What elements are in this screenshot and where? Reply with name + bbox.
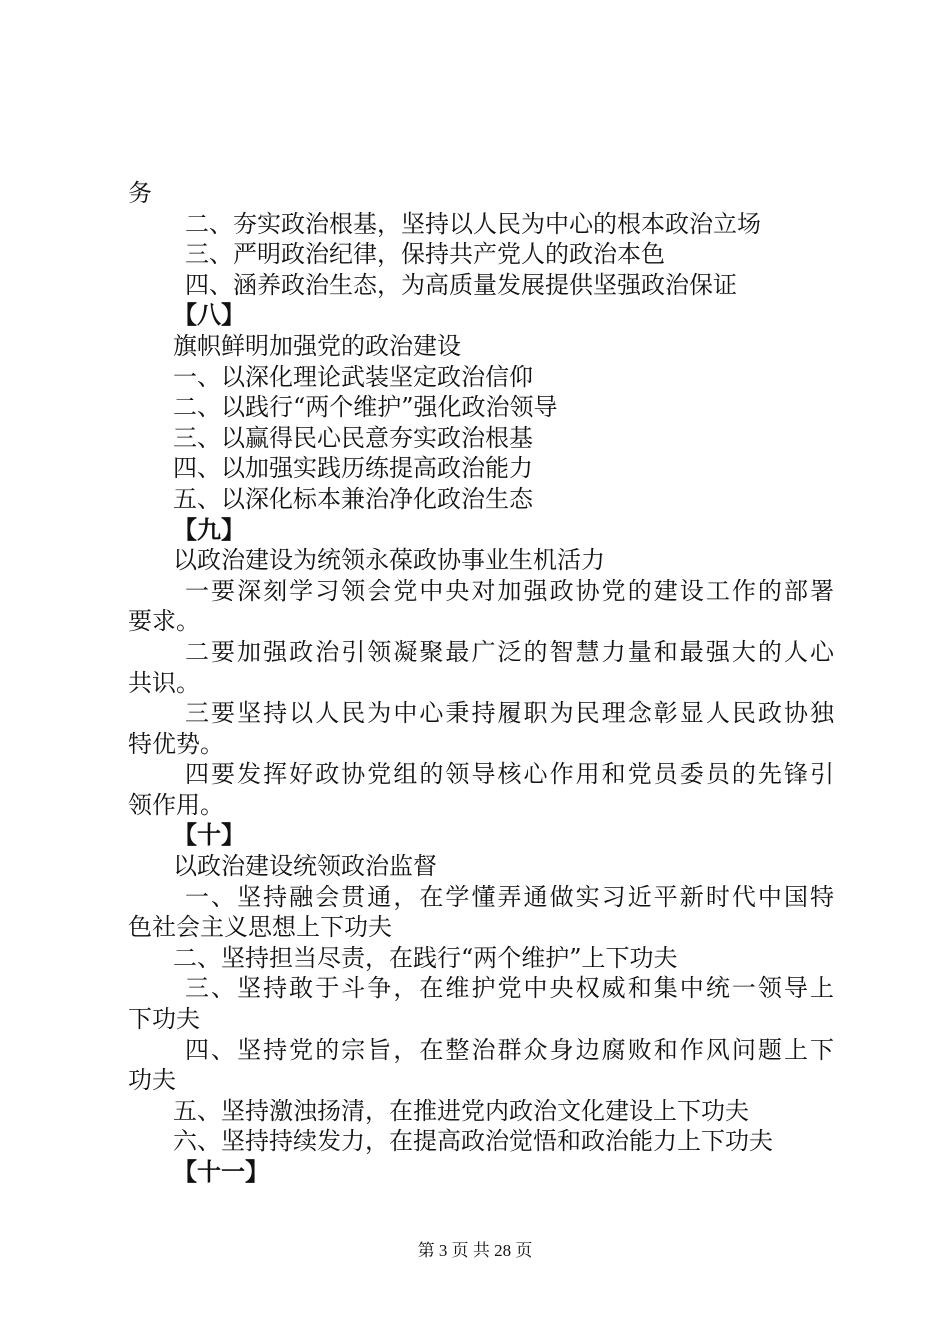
text-line: 五、以深化标本兼治净化政治生态 xyxy=(173,484,533,513)
text-line: 三、严明政治纪律，保持共产党人的政治本色 xyxy=(185,240,665,269)
text-line: 一、以深化理论武装坚定政治信仰 xyxy=(173,362,533,391)
section-heading: 【九】 xyxy=(173,514,245,544)
text-line: 功夫 xyxy=(128,1066,176,1095)
section-heading: 【八】 xyxy=(173,300,245,330)
text-line: 二要加强政治引领凝聚最广泛的智慧力量和最强大的人心 xyxy=(185,637,834,666)
text-line: 四要发挥好政协党组的领导核心作用和党员委员的先锋引 xyxy=(185,760,834,789)
text-line: 四、坚持党的宗旨，在整治群众身边腐败和作风问题上下 xyxy=(185,1035,834,1064)
text-line: 六、坚持持续发力，在提高政治觉悟和政治能力上下功夫 xyxy=(173,1127,773,1156)
section-heading: 【十一】 xyxy=(173,1157,269,1186)
text-line: 一要深刻学习领会党中央对加强政协党的建设工作的部署 xyxy=(185,576,834,605)
text-line: 特优势。 xyxy=(128,729,224,758)
section-title: 旗帜鲜明加强党的政治建设 xyxy=(173,331,461,360)
text-line: 色社会主义思想上下功夫 xyxy=(128,913,392,942)
page-footer: 第 3 页 共 28 页 xyxy=(417,1241,533,1260)
text-line: 要求。 xyxy=(128,607,200,636)
section-title: 以政治建设统领政治监督 xyxy=(173,852,437,881)
text-line: 二、夯实政治根基，坚持以人民为中心的根本政治立场 xyxy=(185,209,761,238)
text-line: 五、坚持激浊扬清，在推进党内政治文化建设上下功夫 xyxy=(173,1096,749,1125)
text-line: 三、以赢得民心民意夯实政治根基 xyxy=(173,423,533,452)
text-line: 三要坚持以人民为中心秉持履职为民理念彰显人民政协独 xyxy=(185,699,834,728)
text-line: 二、以践行“两个维护”强化政治领导 xyxy=(173,393,558,422)
text-line: 一、坚持融会贯通，在学懂弄通做实习近平新时代中国特 xyxy=(185,882,834,911)
section-heading: 【十】 xyxy=(173,820,245,850)
text-line: 共识。 xyxy=(128,668,200,697)
document-body xyxy=(128,178,834,1188)
text-line: 三、坚持敢于斗争，在维护党中央权威和集中统一领导上 xyxy=(185,974,834,1003)
text-line: 务 xyxy=(128,179,152,207)
text-line: 领作用。 xyxy=(128,790,224,819)
section-title: 以政治建设为统领永葆政协事业生机活力 xyxy=(173,546,605,575)
text-line: 下功夫 xyxy=(128,1005,200,1034)
text-line: 四、涵养政治生态，为高质量发展提供坚强政治保证 xyxy=(185,270,737,299)
text-line: 四、以加强实践历练提高政治能力 xyxy=(173,454,533,483)
text-line: 二、坚持担当尽责，在践行“两个维护”上下功夫 xyxy=(173,943,678,972)
